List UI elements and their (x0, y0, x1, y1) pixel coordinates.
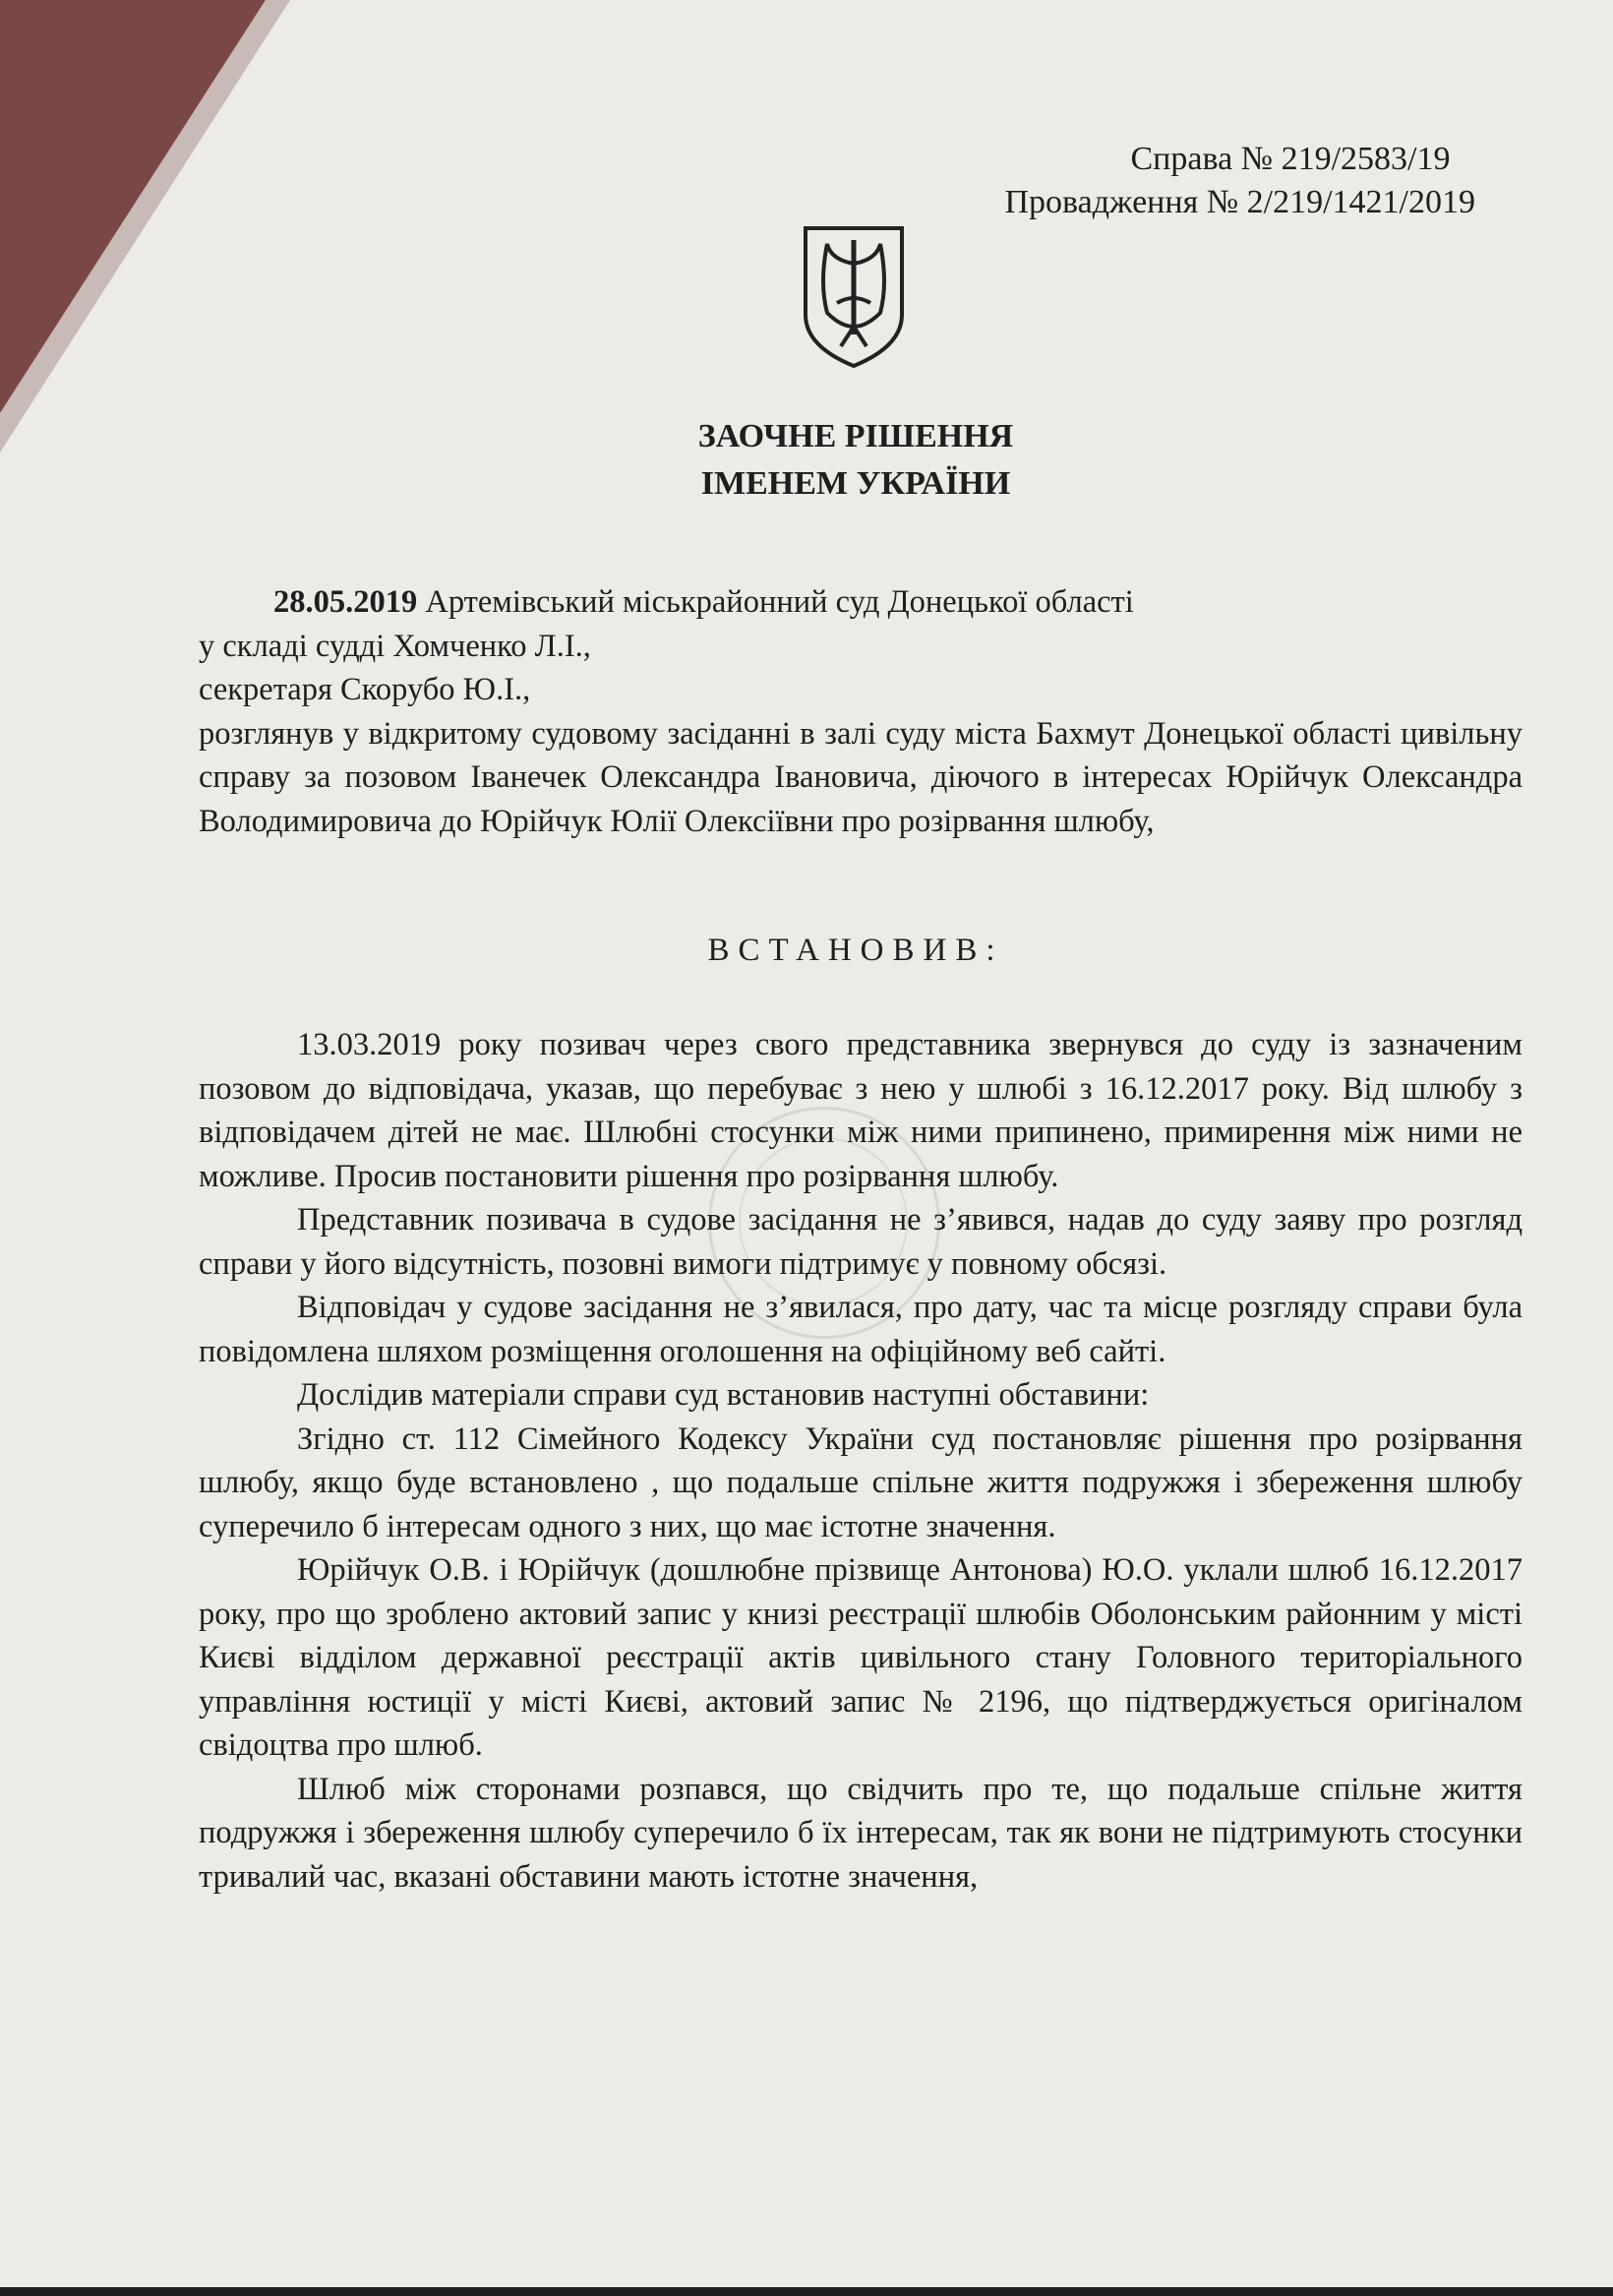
decision-date: 28.05.2019 (273, 584, 418, 620)
paragraph: Представник позивача в судове засідання не з’явився, надав до суду заяву про розгляд справи у його відсутність, позовні вимоги підтримує у повному обсязі. (199, 1202, 1523, 1282)
judge-line: у складі судді Хомченко Л.І., (199, 628, 591, 664)
paragraph: Шлюб між сторонами розпався, що свідчить про те, що подальше спільне життя подружжя і збереження шлюбу суперечило б їх інтересам, так як вони не підтримують стосунки тривалий час, вказані обставини мають істотне значення, (199, 1771, 1523, 1895)
paragraph: Згідно ст. 112 Сімейного Кодексу України суд постановляє рішення про розірвання шлюбу, якщо буде встановлено , що подальше спільне життя подружжя і збереження шлюбу суперечило б інтересам одного з них, що має істотне значення. (199, 1420, 1523, 1544)
proceeding-number: Провадження № 2/219/1421/2019 (1004, 184, 1475, 220)
body-section (199, 1023, 1523, 1899)
title-line-2: ІМЕНЕМ УКРАЇНИ (700, 465, 1011, 502)
secretary-line: секретаря Скорубо Ю.І., (199, 672, 531, 707)
paragraph: 13.03.2019 року позивач через свого представника звернувся до суду із зазначеним позовом до відповідача, указав, що перебуває з нею у шлюбі з 16.12.2017 року. Від шлюбу з відповідачем дітей не має. Шлюбні стосунки між ними припинено, примирення між ними не можливе. Просив постановити рішення про розірвання шлюбу. (199, 1027, 1523, 1194)
case-number-block (1005, 138, 1476, 224)
title-line-1: ЗАОЧНЕ РІШЕННЯ (697, 418, 1014, 454)
court-name: Артемівський міськрайонний суд Донецької області (417, 584, 1134, 620)
intro-section (199, 580, 1523, 843)
case-description: розглянув у відкритому судовому засіданні в залі суду міста Бахмут Донецької області цивільну справу за позовом Іванечек Олександра Івановича, діючого в інтересах Юрійчук Олександра Володимировича до Юрійчук Юлії Олексіївни про розірвання шлюбу, (199, 715, 1523, 839)
coat-of-arms-icon (802, 224, 906, 370)
paragraph: Юрійчук О.В. і Юрійчук (дошлюбне прізвище Антонова) Ю.О. уклали шлюб 16.12.2017 року, про що зроблено актовий запис у книзі реєстрації шлюбів Оболонським районним у місті Києві відділом державної реєстрації актів цивільного стану Головного територіального управління юстиції у місті Києві, актовий запис № 2196, що підтверджується оригіналом свідоцтва про шлюб. (199, 1552, 1523, 1763)
document-title (0, 413, 1613, 508)
established-heading: ВСТАНОВИВ: (707, 933, 1004, 968)
paragraph: Відповідач у судове засідання не з’явилася, про дату, час та місце розгляду справи була повідомлена шляхом розміщення оголошення на офіційному веб сайті. (199, 1290, 1523, 1369)
case-number: Справа № 219/2583/19 (1130, 141, 1451, 177)
date-court-line (199, 580, 1523, 625)
paragraph: Дослідив матеріали справи суд встановив наступні обставини: (297, 1377, 1150, 1413)
